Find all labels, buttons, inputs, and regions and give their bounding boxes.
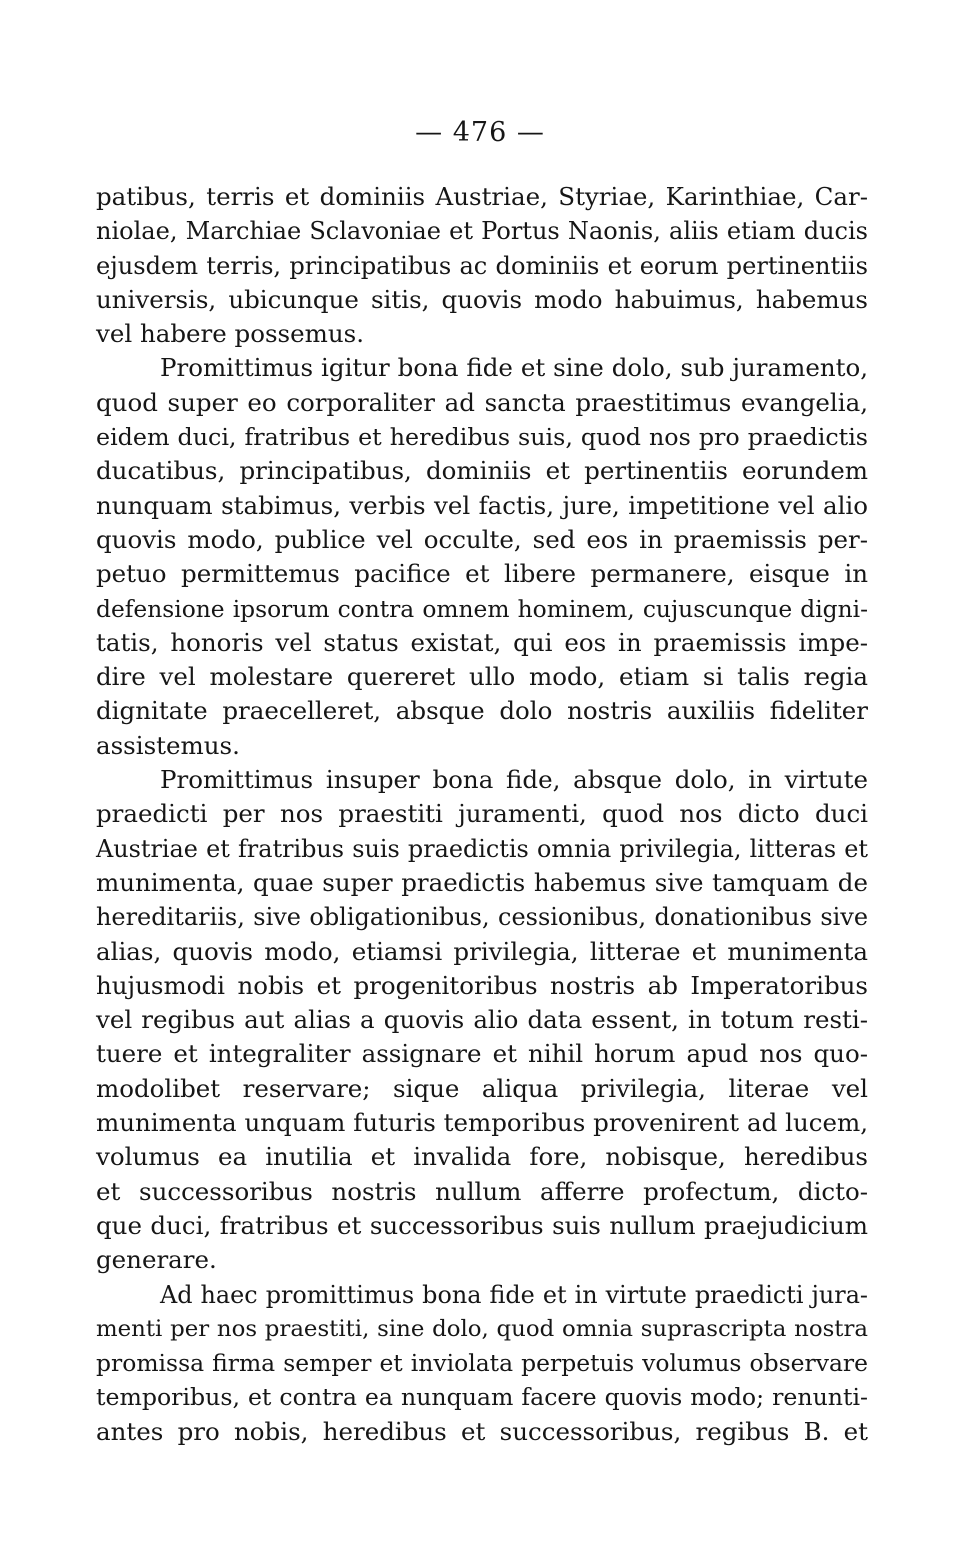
body-text [96, 180, 868, 1449]
paragraph-start-line: Promittimus insuper bona fide, absque dolo, in virtute [160, 765, 868, 795]
text-line: ducatibus, principatibus, dominiis et pertinentiis eorundem [96, 456, 868, 486]
text-line: et successoribus nostris nullum afferre profectum, dicto- [96, 1176, 868, 1206]
text-line: dire vel molestare quereret ullo modo, etiam si talis regia [96, 662, 868, 692]
paragraph-start-line: Ad haec promittimus bona fide et in virtute praedicti jura- [160, 1280, 868, 1309]
text-line: quod super eo corporaliter ad sancta praestitimus evangelia, [96, 387, 868, 417]
text-line: tuere et integraliter assignare et nihil horum apud nos quo- [96, 1039, 868, 1069]
text-line: volumus ea inutilia et invalida fore, nobisque, heredibus [96, 1142, 868, 1172]
text-line: nunquam stabimus, verbis vel factis, jure, impetitione vel alio [96, 490, 868, 520]
text-line: menti per nos praestiti, sine dolo, quod omnia suprascripta nostra [96, 1315, 868, 1342]
text-line: vel regibus aut alias a quovis alio data essent, in totum resti- [96, 1005, 868, 1035]
text-line: vel habere possemus. [96, 319, 364, 349]
page-number: — 476 — [415, 117, 545, 148]
text-line: antes pro nobis, heredibus et successoribus, regibus B. et [96, 1416, 868, 1446]
text-line: niolae, Marchiae Sclavoniae et Portus Naonis, aliis etiam ducis [96, 217, 868, 246]
text-line: ejusdem terris, principatibus ac dominiis et eorum pertinentiis [96, 251, 868, 280]
text-line: dignitate praecelleret, absque dolo nostris auxiliis fideliter [96, 696, 868, 726]
text-line: hujusmodi nobis et progenitoribus nostris ab Imperatoribus [96, 970, 868, 1000]
text-line: generare. [96, 1245, 217, 1275]
text-line: que duci, fratribus et successoribus suis nullum praejudicium [96, 1210, 868, 1240]
text-line: universis, ubicunque sitis, quovis modo habuimus, habemus [96, 284, 868, 314]
paragraph-start-line: Promittimus igitur bona fide et sine dolo, sub juramento, [160, 353, 868, 383]
text-line: petuo permittemus pacifice et libere permanere, eisque in [96, 559, 868, 589]
text-line: tatis, honoris vel status existat, qui eos in praemissis impe- [96, 627, 868, 657]
text-line: defensione ipsorum contra omnem hominem, cujuscunque digni- [96, 594, 868, 623]
text-line: hereditariis, sive obligationibus, cessionibus, donationibus sive [96, 903, 868, 932]
text-line: quovis modo, publice vel occulte, sed eos in praemissis per- [96, 524, 868, 554]
text-line: assistemus. [96, 730, 240, 760]
text-line: Austriae et fratribus suis praedictis omnia privilegia, litteras et [96, 834, 868, 863]
text-line: temporibus, et contra ea nunquam facere quovis modo; renunti- [96, 1383, 868, 1412]
text-line: alias, quovis modo, etiamsi privilegia, litterae et munimenta [96, 936, 868, 966]
text-line: munimenta, quae super praedictis habemus sive tamquam de [96, 867, 868, 897]
text-line: patibus, terris et dominiis Austriae, Styriae, Karinthiae, Car- [96, 182, 868, 211]
text-line: modolibet reservare; sique aliqua privilegia, literae vel [96, 1073, 868, 1103]
text-line: praedicti per nos praestiti juramenti, quod nos dicto duci [96, 799, 868, 829]
text-line: promissa firma semper et inviolata perpetuis volumus observare [96, 1349, 868, 1378]
text-line: eidem duci, fratribus et heredibus suis, quod nos pro praedictis [96, 423, 868, 452]
text-line: munimenta unquam futuris temporibus provenirent ad lucem, [96, 1108, 868, 1138]
